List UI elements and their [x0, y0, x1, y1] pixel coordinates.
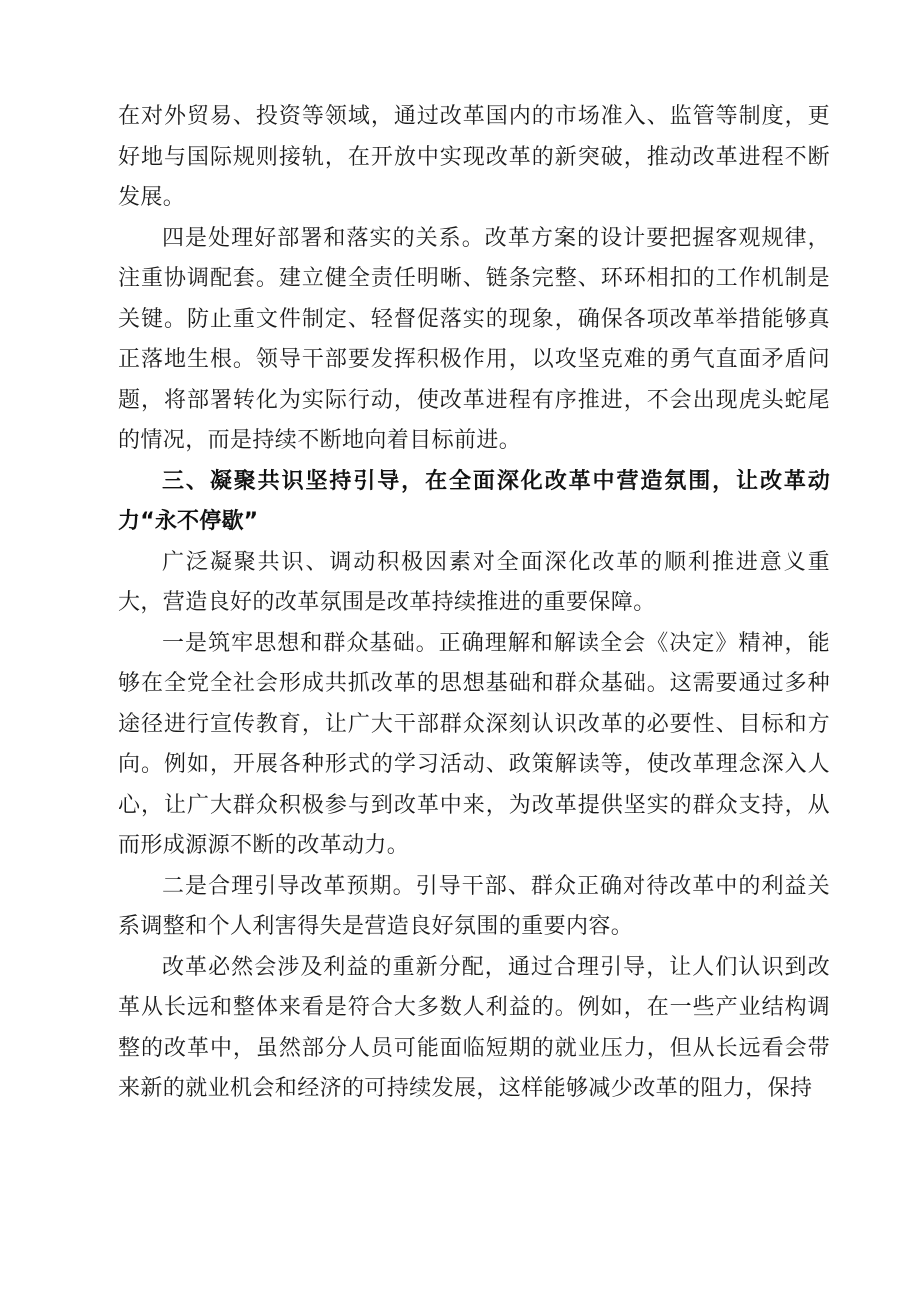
paragraph-point-four: 四是处理好部署和落实的关系。改革方案的设计要把握客观规律，注重协调配套。建立健全责任明晰、链条完整、环环相扣的工作机制是关键。防止重文件制定、轻督促落实的现象，确保各项改革举措能够真正落地生根。领导干部要发挥积极作用，以攻坚克难的勇气直面矛盾问题，将部署转化为实际行动，使改革进程有序推进，不会出现虎头蛇尾的情况，而是持续不断地向着目标前进。: [118, 225, 830, 453]
paragraph-point-two-detail: 改革必然会涉及利益的重新分配，通过合理引导，让人们认识到改革从长远和整体来看是符合大多数人利益的。例如，在一些产业结构调整的改革中，虽然部分人员可能面临短期的就业压力，但从长远看会带来新的就业机会和经济的可持续发展，这样能够减少改革的阻力，保持: [118, 954, 830, 1101]
paragraph-point-one: 一是筑牢思想和群众基础。正确理解和解读全会《决定》精神，能够在全党全社会形成共抓改革的思想基础和群众基础。这需要通过多种途径进行宣传教育，让广大干部群众深刻认识改革的必要性、目标和方向。例如，开展各种形式的学习活动、政策解读等，使改革理念深入人心，让广大群众积极参与到改革中来，为改革提供坚实的群众支持，从而形成源源不断的改革动力。: [118, 630, 830, 858]
section-heading-three: 三、凝聚共识坚持引导，在全面深化改革中营造氛围，让改革动力“永不停歇”: [118, 468, 830, 534]
paragraph-continued: 在对外贸易、投资等领域，通过改革国内的市场准入、监管等制度，更好地与国际规则接轨，在开放中实现改革的新突破，推动改革进程不断发展。: [118, 104, 830, 210]
document-body: [118, 97, 830, 1110]
paragraph-point-two: 二是合理引导改革预期。引导干部、群众正确对待改革中的利益关系调整和个人利害得失是营造良好氛围的重要内容。: [118, 873, 830, 939]
paragraph-section-intro: 广泛凝聚共识、调动积极因素对全面深化改革的顺利推进意义重大，营造良好的改革氛围是改革持续推进的重要保障。: [118, 549, 830, 615]
